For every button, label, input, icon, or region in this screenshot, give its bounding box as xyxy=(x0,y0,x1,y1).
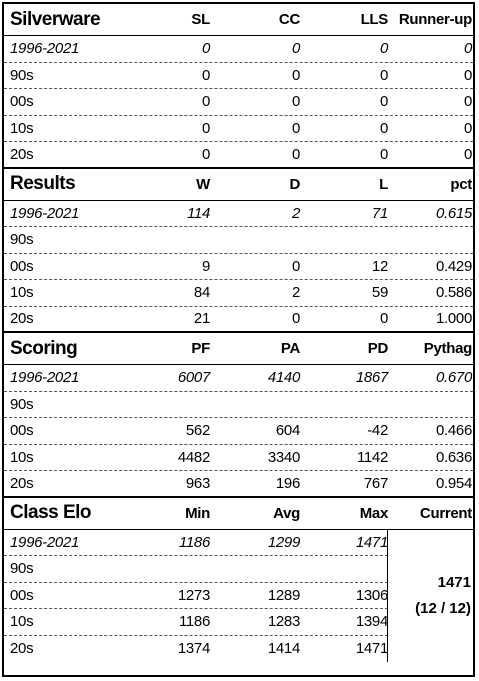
column-header: PF xyxy=(191,340,210,357)
table-row xyxy=(4,116,473,143)
column-header: Avg xyxy=(273,504,300,522)
cell: 0.636 xyxy=(435,448,472,466)
cell: 0 xyxy=(379,66,388,84)
cell: 0 xyxy=(201,145,210,163)
cell: 1306 xyxy=(355,586,388,604)
cell: 0 xyxy=(201,66,210,84)
cell: 1414 xyxy=(267,640,300,658)
cell: 71 xyxy=(371,204,388,222)
cell: 0 xyxy=(291,145,300,163)
row-label: 00s xyxy=(10,257,34,275)
cell: 3340 xyxy=(267,448,300,466)
stats-card xyxy=(2,2,475,677)
column-header: LLS xyxy=(360,11,388,28)
column-header: pct xyxy=(450,175,472,193)
cell: 0 xyxy=(379,93,388,111)
cell: 0 xyxy=(291,257,300,275)
cell: 0 xyxy=(201,40,210,58)
column-header: L xyxy=(379,175,388,193)
cell: 2 xyxy=(291,204,300,222)
cell: 0 xyxy=(463,66,472,84)
cell: 0 xyxy=(463,40,472,58)
table-row xyxy=(4,36,473,63)
column-header: CC xyxy=(278,11,300,28)
row-label: 90s xyxy=(10,560,34,578)
row-label: 20s xyxy=(10,640,34,658)
column-header: Min xyxy=(185,504,210,522)
cell: -42 xyxy=(367,422,388,440)
table-row xyxy=(4,365,473,392)
cell: 963 xyxy=(185,474,210,492)
table-row xyxy=(4,556,388,583)
class-elo-section xyxy=(4,498,473,663)
row-label: 90s xyxy=(10,395,34,413)
cell: 0.670 xyxy=(435,369,472,387)
row-label: 10s xyxy=(10,613,34,631)
table-row xyxy=(4,254,473,281)
cell: 1471 xyxy=(355,640,388,658)
cell: 0 xyxy=(201,119,210,137)
cell: 0 xyxy=(379,310,388,328)
elo-body xyxy=(4,530,473,663)
table-row xyxy=(4,280,473,307)
cell: 1142 xyxy=(356,448,388,466)
cell: 0 xyxy=(463,93,472,111)
cell: 0 xyxy=(379,119,388,137)
table-row xyxy=(4,636,388,663)
cell: 562 xyxy=(185,422,210,440)
cell: 0 xyxy=(201,93,210,111)
column-header: PA xyxy=(280,340,300,357)
cell: 1283 xyxy=(267,613,300,631)
cell: 9 xyxy=(201,257,210,275)
row-label: 10s xyxy=(10,119,34,137)
cell: 1867 xyxy=(355,369,388,387)
cell: 4482 xyxy=(177,448,210,466)
table-row xyxy=(4,445,473,472)
cell: 1374 xyxy=(177,640,210,658)
section-title: Class Elo xyxy=(10,502,92,523)
row-label: 10s xyxy=(10,448,34,466)
section-header xyxy=(4,333,473,365)
row-label: 00s xyxy=(10,422,34,440)
row-label: 20s xyxy=(10,145,34,163)
row-label: 20s xyxy=(10,474,34,492)
cell: 0.586 xyxy=(435,284,472,302)
cell: 114 xyxy=(186,204,210,222)
cell: 0 xyxy=(463,145,472,163)
cell: 0 xyxy=(291,40,300,58)
current-elo-rank: (12 / 12) xyxy=(415,599,471,617)
cell: 1299 xyxy=(267,533,300,551)
table-row xyxy=(4,583,388,610)
cell: 0.954 xyxy=(435,474,472,492)
row-label: 00s xyxy=(10,93,34,111)
column-header: Current xyxy=(419,504,472,522)
cell: 767 xyxy=(363,474,388,492)
section-title: Silverware xyxy=(10,8,101,30)
cell: 6007 xyxy=(177,369,210,387)
row-label: 1996-2021 xyxy=(10,369,80,387)
column-header: Pythag xyxy=(423,340,472,357)
section-title: Scoring xyxy=(10,337,78,359)
row-label: 20s xyxy=(10,310,34,328)
cell: 196 xyxy=(275,474,300,492)
results-section xyxy=(4,169,473,334)
scoring-section xyxy=(4,333,473,498)
cell: 1394 xyxy=(355,613,388,631)
cell: 0 xyxy=(463,119,472,137)
table-row xyxy=(4,392,473,419)
table-row xyxy=(4,609,388,636)
column-header: Max xyxy=(359,504,388,522)
column-header: SL xyxy=(191,11,210,28)
cell: 0.615 xyxy=(435,204,472,222)
column-header: PD xyxy=(367,340,388,357)
row-label: 00s xyxy=(10,586,34,604)
cell: 12 xyxy=(371,257,388,275)
row-label: 90s xyxy=(10,231,34,249)
row-label: 1996-2021 xyxy=(10,40,80,58)
cell: 1186 xyxy=(178,613,210,631)
cell: 0 xyxy=(291,93,300,111)
cell: 84 xyxy=(193,284,210,302)
table-row xyxy=(4,89,473,116)
cell: 1471 xyxy=(355,533,388,551)
cell: 1186 xyxy=(178,533,210,551)
cell: 1273 xyxy=(177,586,210,604)
cell: 1289 xyxy=(267,586,300,604)
silverware-section xyxy=(4,4,473,169)
current-elo-value: 1471 xyxy=(437,573,471,591)
table-row xyxy=(4,201,473,228)
table-row xyxy=(4,471,473,498)
cell: 2 xyxy=(291,284,300,302)
table-row xyxy=(4,530,388,557)
cell: 0 xyxy=(291,119,300,137)
row-label: 1996-2021 xyxy=(10,533,80,551)
row-label: 1996-2021 xyxy=(10,204,80,222)
cell: 0 xyxy=(379,40,388,58)
column-header: W xyxy=(196,175,210,193)
cell: 59 xyxy=(371,284,388,302)
column-header: D xyxy=(289,175,300,193)
cell: 0 xyxy=(291,66,300,84)
cell: 604 xyxy=(275,422,300,440)
table-row xyxy=(4,418,473,445)
cell: 0 xyxy=(379,145,388,163)
row-label: 90s xyxy=(10,66,34,84)
cell: 0.466 xyxy=(435,422,472,440)
table-row xyxy=(4,227,473,254)
section-header xyxy=(4,498,473,530)
row-label: 10s xyxy=(10,284,34,302)
cell: 0 xyxy=(291,310,300,328)
cell: 4140 xyxy=(267,369,300,387)
cell: 21 xyxy=(193,310,210,328)
section-header xyxy=(4,169,473,201)
table-row xyxy=(4,307,473,334)
table-row xyxy=(4,63,473,90)
section-header xyxy=(4,4,473,36)
column-header: Runner-up xyxy=(398,11,472,28)
section-title: Results xyxy=(10,173,76,194)
table-row xyxy=(4,142,473,169)
current-elo-box xyxy=(388,530,473,663)
cell: 0.429 xyxy=(435,257,472,275)
cell: 1.000 xyxy=(435,310,472,328)
